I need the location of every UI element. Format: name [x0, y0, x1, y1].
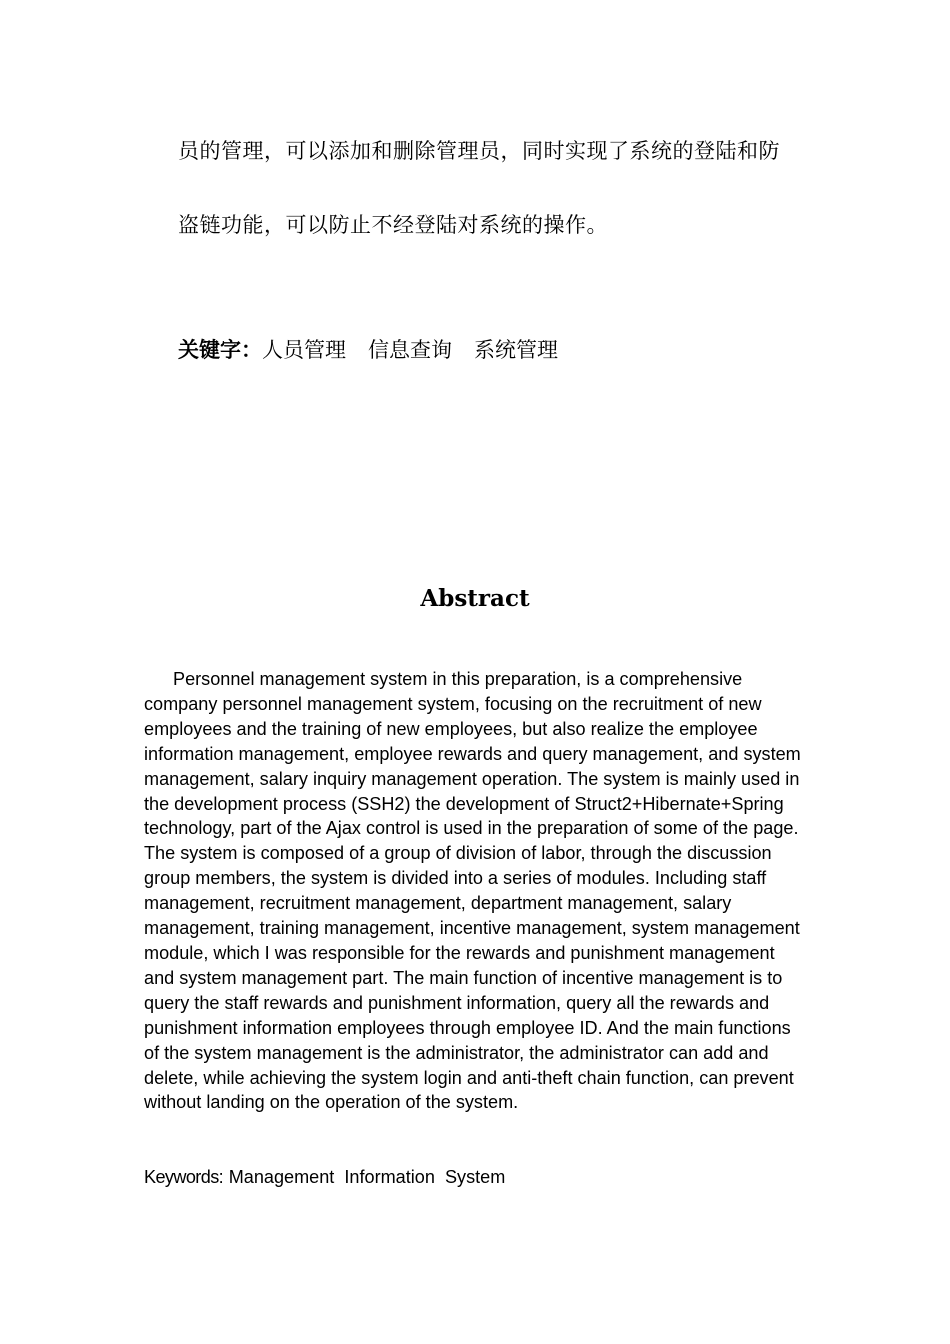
chinese-keywords	[178, 338, 580, 362]
abstract-body: Personnel management system in this preparation, is a comprehensive company personnel management system, focusing on the recruitment of new employees and the training of new employees, but also realize the employee information management, employee rewards and query management, and system management, salary inquiry management operation. The system is mainly used in the development process (SSH2) the development of Struct2+Hibernate+Spring technology, part of the Ajax control is used in the preparation of some of the page. The system is composed of a group of division of labor, through the discussion group members, the system is divided into a series of modules. Including staff management, recruitment management, department management, salary management, training management, incentive management, system management module, which I was responsible for the rewards and punishment management and system management part. The main function of incentive management is to query the staff rewards and punishment information, query all the rewards and punishment information employees through employee ID. And the main functions of the system management is the administrator, the administrator can add and delete, while achieving the system login and anti-theft chain function, can prevent without landing on the operation of the system.	[144, 669, 801, 1113]
chinese-keywords-label: 关键字：	[178, 338, 262, 362]
chinese-keyword-1: 人员管理	[262, 338, 346, 362]
chinese-keyword-2: 信息查询	[368, 338, 452, 362]
english-keywords-label: Keywords	[144, 1167, 219, 1187]
english-keyword-2: Information	[344, 1167, 435, 1187]
chinese-body-line-2: 盗链功能，可以防止不经登陆对系统的操作。	[178, 213, 608, 237]
chinese-keyword-3: 系统管理	[474, 338, 558, 362]
english-keyword-3: System	[444, 1167, 506, 1187]
english-keywords-separator: :	[218, 1167, 229, 1187]
english-keywords	[144, 1165, 505, 1189]
english-keyword-1: Management	[228, 1167, 335, 1187]
chinese-body-line-1: 员的管理，可以添加和删除管理员，同时实现了系统的登陆和防	[178, 139, 780, 163]
abstract-heading: Abstract	[420, 585, 530, 612]
